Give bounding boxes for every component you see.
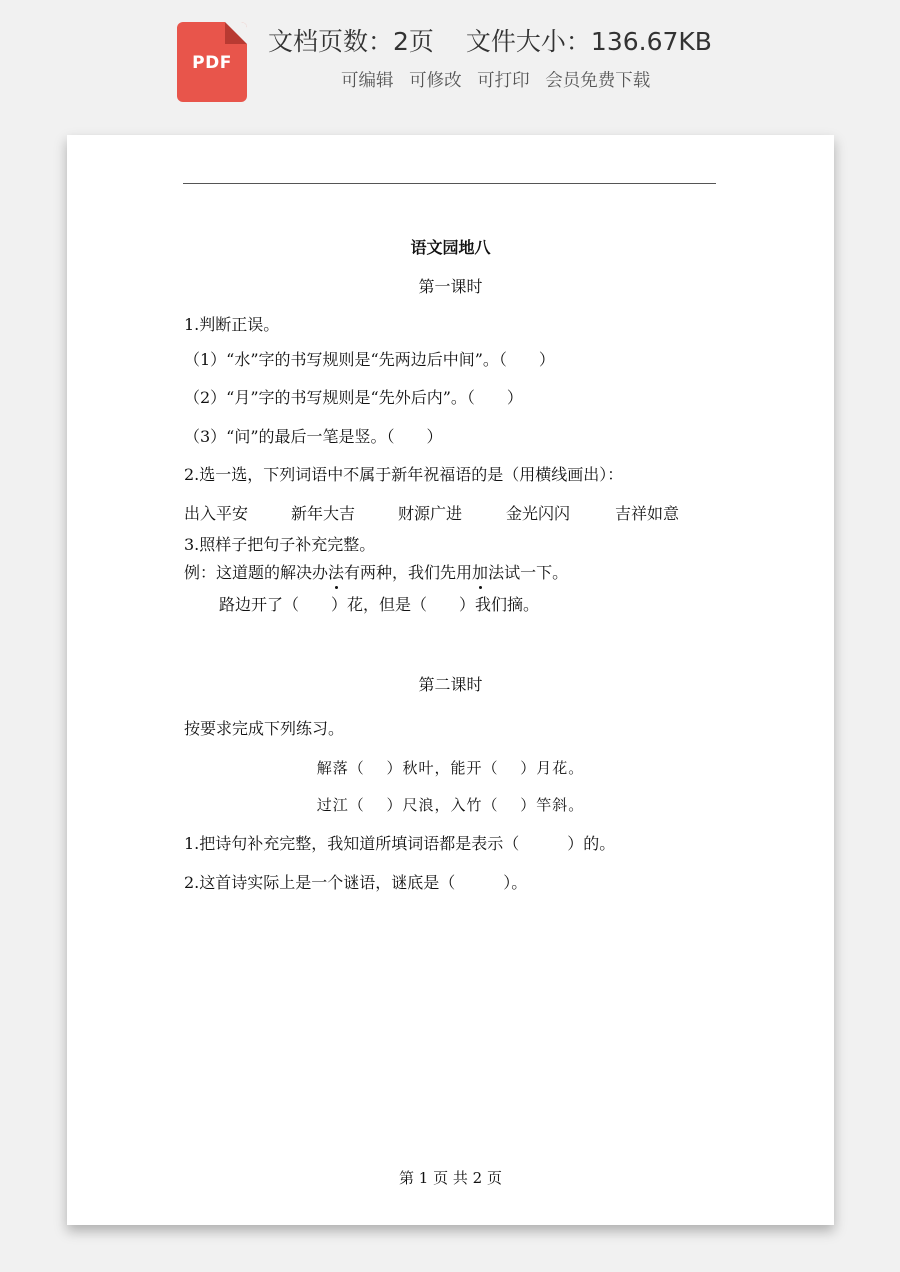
example-text: 有两种，我们先用 (344, 563, 473, 582)
word-option: 财源广进 (398, 504, 463, 523)
page-footer: 第 1 页 共 2 页 (399, 1169, 502, 1187)
word-option: 出入平安 (184, 504, 249, 523)
question-1-item-2: （2）“月”字的书写规则是“先外后内”。（ ） (184, 388, 523, 407)
question-1-item-3: （3）“问”的最后一笔是竖。（ ） (184, 427, 443, 446)
emphasis-dotted-char: 法 (328, 563, 345, 582)
poem-line-1: 解落（ ）秋叶，能开（ ）月花。 (316, 759, 585, 777)
pdf-file-icon (177, 22, 247, 102)
word-option: 金光闪闪 (506, 504, 571, 523)
example-text: 试一下。 (504, 563, 569, 582)
page-fold-corner (225, 22, 247, 44)
question-1-item-1: （1）“水”字的书写规则是“先两边后中间”。（ ） (184, 350, 555, 369)
file-size: 文件大小：136.67KB (465, 27, 712, 56)
pdf-icon-label: PDF (192, 53, 232, 73)
question-3: 3.照样子把句子补充完整。 (184, 535, 376, 554)
instruction: 按要求完成下列练习。 (184, 719, 345, 738)
document-info-header (0, 0, 900, 120)
word-option: 吉祥如意 (615, 504, 680, 523)
question-1: 1.判断正误。 (184, 315, 280, 334)
example-text: 法 (488, 563, 505, 582)
feature-list (341, 67, 660, 92)
question-3-fill: 路边开了（ ）花，但是（ ）我们摘。 (219, 595, 540, 614)
feature-modifiable: 可修改 (409, 71, 462, 91)
feature-member-download: 会员免费下载 (545, 71, 651, 91)
feature-printable: 可打印 (477, 71, 530, 91)
document-page (67, 135, 834, 1225)
emphasis-dotted-char: 加 (472, 563, 489, 582)
question-2: 2.选一选，下列词语中不属于新年祝福语的是（用横线画出）： (184, 465, 624, 484)
lesson1-heading: 第一课时 (418, 277, 483, 296)
word-option: 新年大吉 (291, 504, 356, 523)
page-count: 文档页数：2页 (268, 27, 434, 56)
example-text: 例：这道题的解决办 (184, 563, 329, 582)
feature-editable: 可编辑 (341, 71, 394, 91)
poem-question-1: 1.把诗句补充完整，我知道所填词语都是表示（ ）的。 (184, 834, 616, 853)
file-stats (268, 22, 712, 58)
word-options (184, 504, 704, 524)
doc-title: 语文园地八 (410, 238, 491, 257)
example-sentence (184, 563, 568, 583)
header-rule (183, 183, 716, 184)
poem-line-2: 过江（ ）尺浪，入竹（ ）竿斜。 (316, 796, 585, 814)
poem-question-2: 2.这首诗实际上是一个谜语，谜底是（ ）。 (184, 873, 528, 892)
lesson2-heading: 第二课时 (418, 675, 483, 694)
